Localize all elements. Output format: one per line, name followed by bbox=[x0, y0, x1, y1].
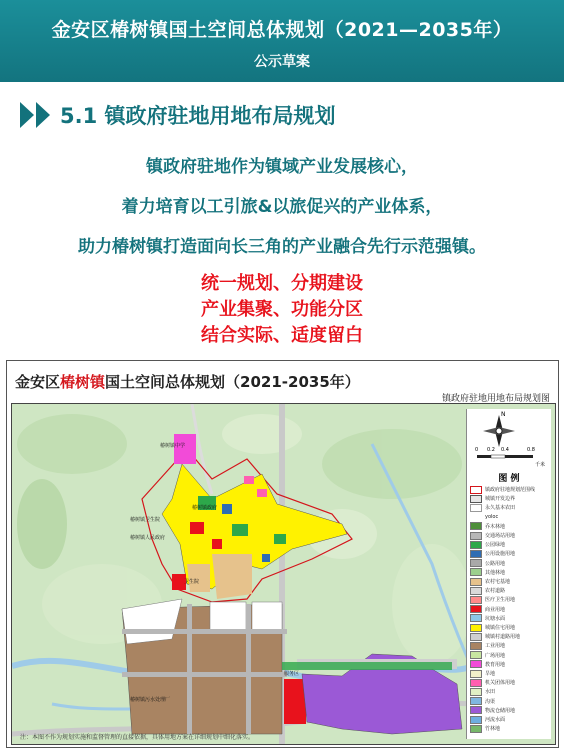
legend-swatch bbox=[470, 697, 482, 705]
map-label: 卫生院 bbox=[184, 579, 200, 585]
legend-label: 镇政府驻地规划范围线 bbox=[485, 487, 536, 493]
legend-swatch bbox=[470, 605, 482, 613]
legend-item bbox=[470, 614, 505, 623]
legend-item bbox=[470, 522, 505, 531]
legend-swatch bbox=[470, 670, 482, 678]
legend-label: 农村道路 bbox=[485, 588, 506, 595]
north-label: N bbox=[501, 411, 506, 418]
legend-label: 旱地 bbox=[485, 671, 496, 677]
intro-line: 镇政府驻地作为镇域产业发展核心， bbox=[146, 157, 418, 177]
scale-tick: 0.4 bbox=[501, 447, 509, 453]
principle-line: 结合实际、适度留白 bbox=[201, 325, 363, 346]
map-label: 椿树镇污水处理厂 bbox=[130, 697, 171, 703]
legend-swatch bbox=[470, 504, 482, 512]
legend-swatch bbox=[470, 716, 482, 724]
legend-item bbox=[470, 605, 505, 614]
legend-swatch bbox=[470, 495, 482, 503]
legend-item bbox=[470, 651, 505, 660]
map-subtitle: 镇政府驻地用地布局规划图 bbox=[441, 394, 550, 404]
map-note: 注：本图不作为规划实施和监督管理的直接依据，具体用地方案在详细规划中细化落实。 bbox=[20, 734, 255, 741]
legend-swatch bbox=[470, 651, 482, 659]
chevron-right-icon bbox=[36, 102, 50, 128]
legend-item bbox=[470, 568, 505, 577]
legend-label: yoloc bbox=[485, 514, 499, 521]
scale-tick: 0.8 bbox=[527, 447, 535, 453]
chevron-right-icon bbox=[20, 102, 34, 128]
intro-line: 着力培育以工引旅&以旅促兴的产业体系， bbox=[121, 197, 443, 217]
legend-item bbox=[470, 724, 500, 733]
legend-title: 图 例 bbox=[498, 474, 520, 484]
legend-label: 医疗卫生用地 bbox=[485, 597, 516, 604]
legend-swatch bbox=[470, 486, 482, 494]
legend-item bbox=[470, 586, 505, 595]
legend-label: 广场用地 bbox=[485, 652, 506, 659]
legend-swatch bbox=[470, 513, 482, 521]
legend-label: 永久基本农田 bbox=[485, 505, 516, 512]
legend-swatch bbox=[470, 568, 482, 576]
legend-label: 坑塘水面 bbox=[485, 615, 506, 622]
legend-item bbox=[470, 660, 505, 669]
legend-label: 公园绿地 bbox=[485, 542, 506, 549]
legend-item bbox=[470, 678, 515, 687]
map-label: 椿树镇中学 bbox=[160, 443, 186, 449]
legend-label: 工业用地 bbox=[485, 643, 506, 650]
section-title: 5.1 镇政府驻地用地布局规划 bbox=[60, 104, 336, 128]
legend-item bbox=[470, 503, 515, 512]
legend-item bbox=[470, 641, 505, 650]
legend-label: 城镇住宅用地 bbox=[485, 625, 516, 631]
legend-item bbox=[470, 540, 505, 549]
legend-swatch bbox=[470, 706, 482, 714]
map-label: 服务区 bbox=[284, 671, 300, 677]
section-heading bbox=[20, 98, 380, 134]
legend-item bbox=[470, 494, 515, 503]
legend-label: 城镇开发边界 bbox=[485, 496, 516, 503]
legend-swatch bbox=[470, 596, 482, 604]
legend-swatch bbox=[470, 522, 482, 530]
scale-tick: 0.2 bbox=[487, 447, 495, 453]
map-label: 椿树镇卫生院 bbox=[130, 517, 161, 523]
legend-item bbox=[470, 697, 495, 706]
legend-label: 其他林地 bbox=[485, 569, 506, 576]
legend-item bbox=[470, 632, 520, 641]
legend-swatch bbox=[470, 550, 482, 558]
legend-label: 竹林地 bbox=[485, 726, 501, 733]
legend-label: 河流水面 bbox=[485, 717, 506, 723]
document-subtitle: 公示草案 bbox=[254, 54, 310, 70]
legend-swatch bbox=[470, 725, 482, 733]
legend-label: 交通场站用地 bbox=[485, 533, 516, 539]
legend-swatch bbox=[470, 559, 482, 567]
legend-item bbox=[470, 531, 515, 540]
map-legend bbox=[466, 409, 551, 739]
legend-label: 农村宅基地 bbox=[485, 579, 511, 585]
legend-item bbox=[470, 577, 510, 586]
legend-label: 公路用地 bbox=[485, 560, 506, 567]
legend-swatch bbox=[470, 688, 482, 696]
legend-item bbox=[470, 715, 505, 724]
legend-item bbox=[470, 513, 498, 522]
principle-line: 产业集聚、功能分区 bbox=[201, 299, 363, 320]
map-label: 椿树镇人民政府 bbox=[130, 535, 166, 541]
legend-item bbox=[470, 559, 505, 568]
legend-label: 城镇村道路用地 bbox=[485, 634, 521, 641]
legend-swatch bbox=[470, 541, 482, 549]
legend-swatch bbox=[470, 532, 482, 540]
legend-swatch bbox=[470, 624, 482, 632]
map-label: 椿树镇政府 bbox=[192, 505, 218, 511]
legend-swatch bbox=[470, 679, 482, 687]
legend-label: 物流仓储用地 bbox=[485, 707, 516, 714]
legend-swatch bbox=[470, 614, 482, 622]
intro-line: 助力椿树镇打造面向长三角的产业融合先行示范强镇。 bbox=[78, 237, 486, 257]
scale-tick: 0 bbox=[475, 447, 479, 453]
principle-line: 统一规划、分期建设 bbox=[201, 273, 363, 294]
legend-item bbox=[470, 595, 515, 604]
compass-icon bbox=[467, 409, 551, 469]
legend-swatch bbox=[470, 578, 482, 586]
legend-item bbox=[470, 687, 495, 696]
legend-item bbox=[470, 706, 515, 715]
legend-label: 乔木林地 bbox=[485, 523, 506, 530]
legend-swatch bbox=[470, 587, 482, 595]
legend-item bbox=[470, 623, 515, 632]
legend-item bbox=[470, 549, 515, 558]
map-title: 金安区椿树镇国土空间总体规划（2021-2035年） bbox=[15, 373, 360, 391]
legend-label: 沟渠 bbox=[485, 698, 496, 705]
legend-swatch bbox=[470, 633, 482, 641]
document-title: 金安区椿树镇国土空间总体规划（2021—2035年） bbox=[51, 19, 513, 41]
legend-label: 教育用地 bbox=[485, 661, 506, 668]
legend-item bbox=[470, 669, 495, 678]
planning-map-figure bbox=[6, 360, 559, 748]
legend-label: 公用设施用地 bbox=[485, 551, 516, 558]
legend-label: 商业用地 bbox=[485, 606, 506, 613]
page-header bbox=[0, 0, 564, 82]
legend-swatch bbox=[470, 660, 482, 668]
legend-item bbox=[470, 485, 535, 494]
legend-label: 水田 bbox=[485, 689, 496, 696]
scale-unit: 千米 bbox=[535, 462, 546, 468]
legend-label: 机关团体用地 bbox=[485, 680, 516, 687]
legend-swatch bbox=[470, 642, 482, 650]
